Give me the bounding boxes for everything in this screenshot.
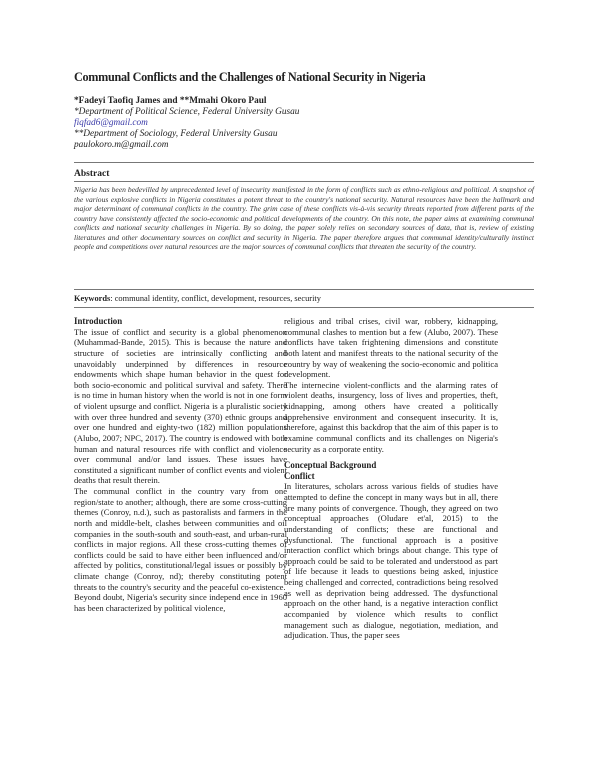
intro-paragraph-3: Beyond doubt, Nigeria's security since independ ence in 1960 has been characterized by political violence, <box>74 592 287 613</box>
body-paragraph-1: religious and tribal crises, civil war, robbery, kidnapping, communal clashes to mention but a few (Alubo, 2007). These conflicts have taken frightening dimensions and constitute both latent and manifest threats to the national security of the country by way of weakening the socio-economic and politica development. <box>284 316 498 380</box>
email-link-1[interactable]: fiqfad6@gmail.com <box>74 118 148 128</box>
body-paragraph-3: In literatures, scholars across various fields of studies have attempted to define the concept in many ways but in all, there are many points of convergence. Though, they agreed on two conceptual approaches (Oludare et'al, 2015) to the understanding of conflicts; these are functional and dysfunctional. The functional approach is a positive interaction conflict which brings about change. This type of approach could be said to be tolerated and understood as part of life because it leads to questions being asked, injustice being challenged and corrected, contradictions being resolved as well as deprivation being addressed. The dysfunctional approach on the other hand, is a negative interaction conflict accompanied by violence which results to conflict management such as dialogue, negotiation, mediation, and adjudication. Thus, the paper sees <box>284 481 498 641</box>
divider-abstract <box>74 181 534 182</box>
abstract-text: Nigeria has been bedevilled by unprecedented level of insecurity manifested in the form of conflicts such as ethno-religious and political. A snapshot of the various explosive conflicts in Nigeria constitutes a potent threat to the country's national security. Natural resources have been the hallmark and major determinant of communal conflicts in the country. The grim case of these conflicts vis-à-vis security threats reported from different parts of the country have consistently affected the socio-economic and political developments of the country. On this note, the paper aims at examining communal conflicts and national security challenges in Nigeria. By so doing, the paper solely relies on secondary sources of data, that is, review of existing literatures and other documentary sources on conflict and security in Nigeria. The paper therefore argues that communal identity/culturally instinct people and competitions over natural resources are the major sources of communal conflicts that threaten the security of the country. <box>74 185 534 252</box>
intro-paragraph-2: The communal conflict in the country vary from one region/state to another; although, there are some cross-cutting themes (Conroy, n.d.), such as pastoralists and farmers in the north and middle-belt, clashes between communities and oil companies in the south-south and south-east, and urban-rural conflicts in major regions. All these cross-cutting themes of conflicts could be said to have either been influenced and/or affected by politics, constitutional/legal issues or possibly by climate change (Conroy, nd); thereby constituting potent threats to the country's security and the peaceful co-existence. <box>74 486 287 592</box>
keywords-label: Keywords <box>74 294 111 303</box>
divider-keywords-top <box>74 289 534 290</box>
divider-keywords-bottom <box>74 307 534 308</box>
keywords-list: : communal identity, conflict, development, resources, security <box>110 294 321 303</box>
intro-paragraph-1: The issue of conflict and security is a global phenomenon (Muhammad-Bande, 2015). This is because the nature and structure of societies are intrinsically conflicting and unavoidably underpinned by differences in resource endowments which shape human behavior in the quest for both socio-economic and political survival and safety. There is no time in human history when the world is not in one form of violent upsurge and conflict. Nigeria is a pluralistic society with over three hundred and seventy (370) ethnic groups and over one hundred and eighty-two (182) million populations (Alubo, 2007; NPC, 2017). The country is endowed with both human and natural resources rife with conflict and violence over communal and/or land issues. These issues have constituted a significant number of conflict events and violent deaths that result therein. <box>74 326 287 486</box>
affiliation-2: **Department of Sociology, Federal University Gusau <box>74 129 278 139</box>
divider-top <box>74 162 534 163</box>
introduction-heading: Introduction <box>74 316 123 326</box>
affiliation-1: *Department of Political Science, Federal University Gusau <box>74 107 300 117</box>
left-column <box>74 316 287 614</box>
author-names: *Fadeyi Taofiq James and **Mmahi Okoro Paul <box>74 96 267 106</box>
email-2: paulokoro.m@gmail.com <box>74 140 169 150</box>
author-block <box>74 96 544 151</box>
body-paragraph-2: The internecine violent-conflicts and the alarming rates of violent deaths, insurgency, loss of lives and properties, theft, kidnapping, among others have created a politically apprehensive environment and consequent insecurity. It is, therefore, against this backdrop that the aim of this paper is to examine communal conflicts and its challenges on Nigeria's security as a corporate entity. <box>284 379 498 454</box>
abstract-heading: Abstract <box>74 169 110 179</box>
keywords-line <box>74 294 534 303</box>
paper-title: Communal Conflicts and the Challenges of National Security in Nigeria <box>74 70 426 84</box>
section-heading-conceptual: Conceptual Background <box>284 460 377 471</box>
right-column <box>284 316 498 641</box>
subheading-conflict: Conflict <box>284 470 315 481</box>
